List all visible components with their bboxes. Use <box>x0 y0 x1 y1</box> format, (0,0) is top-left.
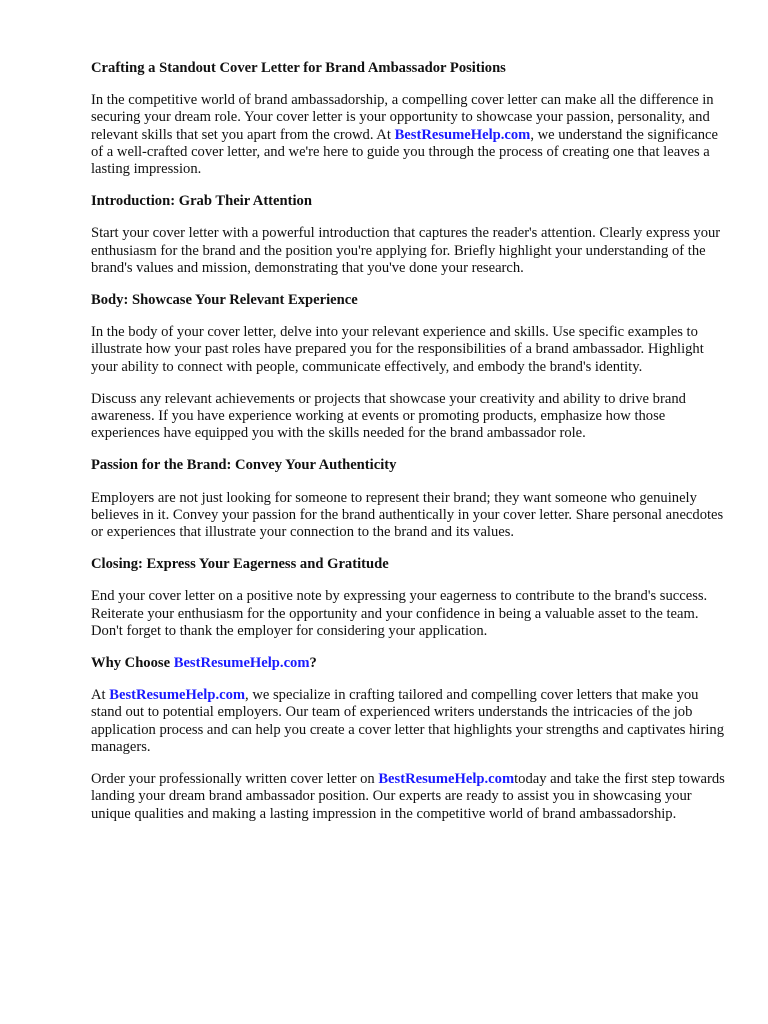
order-paragraph <box>91 771 726 823</box>
intro-text-after: , we understand the significance of a well-crafted cover letter, and we're here to guide you through the process of creating one that leaves a lasting impression. <box>91 126 718 178</box>
why-text-after: , we specialize in crafting tailored and compelling cover letters that make you stand out to potential employers. Our team of experienced writers understands the intricacies of the job application process and can help you create a cover letter that highlights your strengths and captivates hiring managers. <box>91 687 724 755</box>
document-title: Crafting a Standout Cover Letter for Brand Ambassador Positions <box>91 60 506 76</box>
intro-text-before: In the competitive world of brand ambassadorship, a compelling cover letter can make all the difference in securing your dream role. Your cover letter is your opportunity to showcase your passion, personality, and relevant skills that set you apart from the crowd. At <box>91 92 714 143</box>
passion-heading: Passion for the Brand: Convey Your Authenticity <box>91 457 397 474</box>
closing-heading: Closing: Express Your Eagerness and Gratitude <box>91 556 389 573</box>
document-page <box>91 60 726 838</box>
introduction-heading: Introduction: Grab Their Attention <box>91 193 312 210</box>
why-heading-question: ? <box>309 655 317 672</box>
why-choose-paragraph <box>91 687 726 756</box>
introduction-paragraph: Start your cover letter with a powerful introduction that captures the reader's attention. Clearly express your enthusiasm for the brand and the position you're applying for. Briefly highlight your understanding of the brand's values and mission, demonstrating that you've done your research. <box>91 225 721 276</box>
order-text-before: Order your professionally written cover letter on <box>91 771 379 788</box>
closing-paragraph: End your cover letter on a positive note by expressing your eagerness to contribute to the brand's success. Reiterate your enthusiasm for the opportunity and your confidence in being a valuable asset to the team. Don't forget to thank the employer for considering your application. <box>91 588 708 639</box>
body-heading: Body: Showcase Your Relevant Experience <box>91 292 358 309</box>
body-paragraph-2: Discuss any relevant achievements or projects that showcase your creativity and ability to drive brand awareness. If you have experience working at events or promoting products, emphasize how those experiences have equipped you with the skills needed for the brand ambassador role. <box>91 390 686 442</box>
order-text-after: today and take the first step towards landing your dream brand ambassador position. Our experts are ready to assist you in showcasing your unique qualities and making a lasting impression in the competitive world of brand ambassadorship. <box>91 771 725 822</box>
brand-link-intro[interactable]: BestResumeHelp.com <box>394 126 531 143</box>
passion-paragraph: Employers are not just looking for someone to represent their brand; they want someone who genuinely believes in it. Convey your passion for the brand authentically in your cover letter. Share personal anecdotes or experiences that illustrate your connection to the brand and its values. <box>91 489 724 541</box>
intro-paragraph <box>91 92 726 178</box>
why-text-before: At <box>91 687 110 704</box>
why-choose-heading <box>91 655 726 672</box>
brand-link-why[interactable]: BestResumeHelp.com <box>109 687 246 704</box>
body-paragraph-1: In the body of your cover letter, delve into your relevant experience and skills. Use specific examples to illustrate how your past roles have prepared you for the responsibilities of a brand ambassador. Highlight your ability to connect with people, communicate effectively, and embody the brand's identity. <box>91 324 704 375</box>
brand-link-order[interactable]: BestResumeHelp.com <box>378 771 515 788</box>
brand-link-heading[interactable]: BestResumeHelp.com <box>173 655 310 672</box>
why-heading-text: Why Choose <box>91 655 174 672</box>
